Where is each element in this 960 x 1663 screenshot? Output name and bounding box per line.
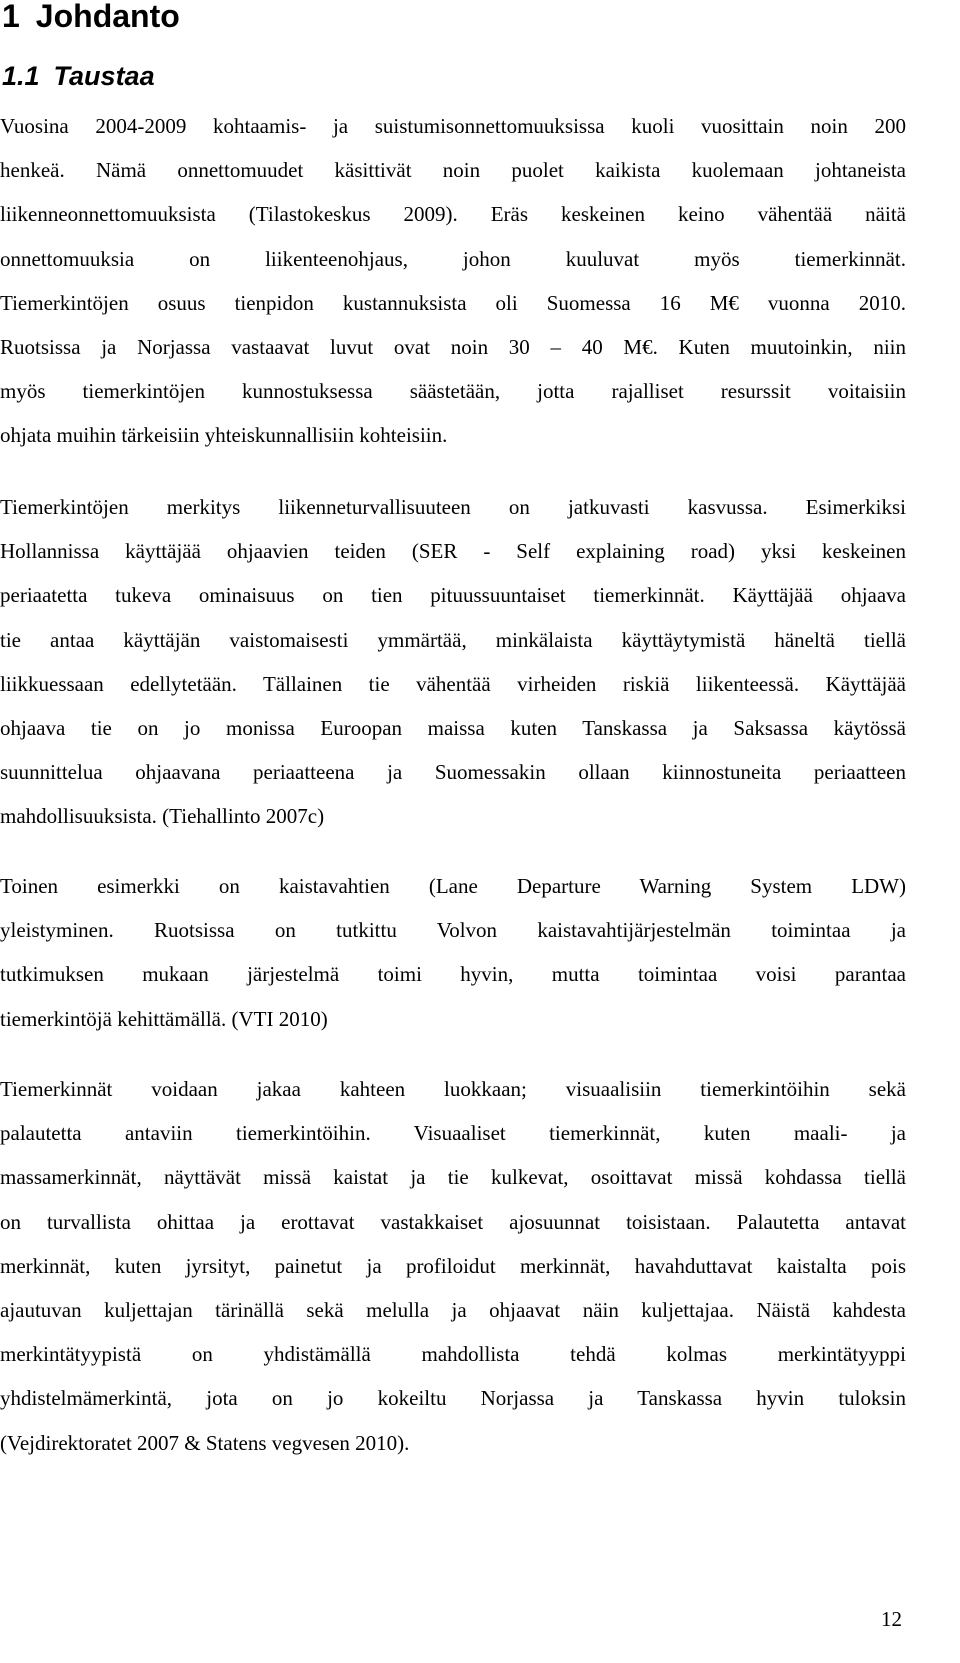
chapter-number: 1 — [2, 0, 20, 34]
paragraph-road-markings-significance — [0, 485, 906, 839]
text-line: ajautuvan kuljettajan tärinällä sekä melulla ja ohjaavat näin kuljettajaa. Näistä kahdesta — [0, 1297, 906, 1322]
text-line: onnettomuuksia on liikenteenohjaus, johon kuuluvat myös tiemerkinnät. — [0, 246, 906, 271]
text-line: merkintätyypistä on yhdistämällä mahdollista tehdä kolmas merkintätyyppi — [0, 1342, 906, 1367]
text-line: myös tiemerkintöjen kunnostuksessa säästetään, jotta rajalliset resurssit voitaisiin — [0, 379, 906, 404]
text-line: suunnittelua ohjaavana periaatteena ja Suomessakin ollaan kiinnostuneita periaatteen — [0, 760, 906, 785]
page-number: 12 — [881, 1607, 902, 1631]
text-line: ohjata muihin tärkeisiin yhteiskunnallisiin kohteisiin. — [0, 423, 448, 448]
paragraph-background — [0, 104, 906, 458]
text-line: merkinnät, kuten jyrsityt, painetut ja profiloidut merkinnät, havahduttavat kaistalta pois — [0, 1253, 906, 1278]
text-line: tiemerkintöjä kehittämällä. (VTI 2010) — [0, 1006, 328, 1031]
text-line: Hollannissa käyttäjää ohjaavien teiden (SER - Self explaining road) yksi keskeinen — [0, 539, 906, 564]
text-line: periaatetta tukeva ominaisuus on tien pituussuuntaiset tiemerkinnät. Käyttäjää ohjaava — [0, 583, 906, 608]
paragraph-lane-departure-warning — [0, 864, 906, 1041]
chapter-title: Johdanto — [35, 0, 180, 34]
text-line: Vuosina 2004-2009 kohtaamis- ja suistumisonnettomuuksissa kuoli vuosittain noin 200 — [0, 114, 906, 138]
text-line: yleistyminen. Ruotsissa on tutkittu Volvon kaistavahtijärjestelmän toimintaa ja — [0, 918, 906, 943]
text-line: palautetta antaviin tiemerkintöihin. Visuaaliset tiemerkinnät, kuten maali- ja — [0, 1121, 906, 1146]
text-line: Tiemerkintöjen merkitys liikenneturvallisuuteen on jatkuvasti kasvussa. Esimerkiksi — [0, 495, 906, 519]
text-line: tie antaa käyttäjän vaistomaisesti ymmärtää, minkälaista käyttäytymistä häneltä tiellä — [0, 627, 906, 652]
text-line: massamerkinnät, näyttävät missä kaistat ja tie kulkevat, osoittavat missä kohdassa tiellä — [0, 1165, 906, 1190]
text-line: on turvallista ohittaa ja erottavat vastakkaiset ajosuunnat toisistaan. Palautetta antavat — [0, 1209, 906, 1234]
text-line: (Vejdirektoratet 2007 & Statens vegvesen 2010). — [0, 1430, 410, 1455]
text-line: liikkuessaan edellytetään. Tällainen tie vähentää virheiden riskiä liikenteessä. Käyttäjää — [0, 671, 906, 696]
section-heading — [2, 56, 155, 96]
text-line: henkeä. Nämä onnettomuudet käsittivät noin puolet kaikista kuolemaan johtaneista — [0, 158, 906, 183]
chapter-heading — [2, 0, 180, 38]
text-line: Tiemerkinnät voidaan jakaa kahteen luokkaan; visuaalisiin tiemerkintöihin sekä — [0, 1077, 906, 1101]
text-line: liikenneonnettomuuksista (Tilastokeskus 2009). Eräs keskeinen keino vähentää näitä — [0, 202, 906, 227]
text-line: tutkimuksen mukaan järjestelmä toimi hyvin, mutta toimintaa voisi parantaa — [0, 962, 906, 987]
text-line: mahdollisuuksista. (Tiehallinto 2007c) — [0, 804, 325, 829]
text-line: Tiemerkintöjen osuus tienpidon kustannuksista oli Suomessa 16 M€ vuonna 2010. — [0, 290, 906, 315]
section-title: Taustaa — [53, 61, 155, 91]
text-line: yhdistelmämerkintä, jota on jo kokeiltu Norjassa ja Tanskassa hyvin tuloksin — [0, 1386, 906, 1411]
text-line: Toinen esimerkki on kaistavahtien (Lane Departure Warning System LDW) — [0, 874, 906, 898]
text-line: Ruotsissa ja Norjassa vastaavat luvut ovat noin 30 – 40 M€. Kuten muutoinkin, niin — [0, 334, 906, 359]
text-line: ohjaava tie on jo monissa Euroopan maissa kuten Tanskassa ja Saksassa käytössä — [0, 715, 906, 740]
paragraph-marking-types — [0, 1067, 906, 1465]
section-number: 1.1 — [2, 61, 40, 91]
